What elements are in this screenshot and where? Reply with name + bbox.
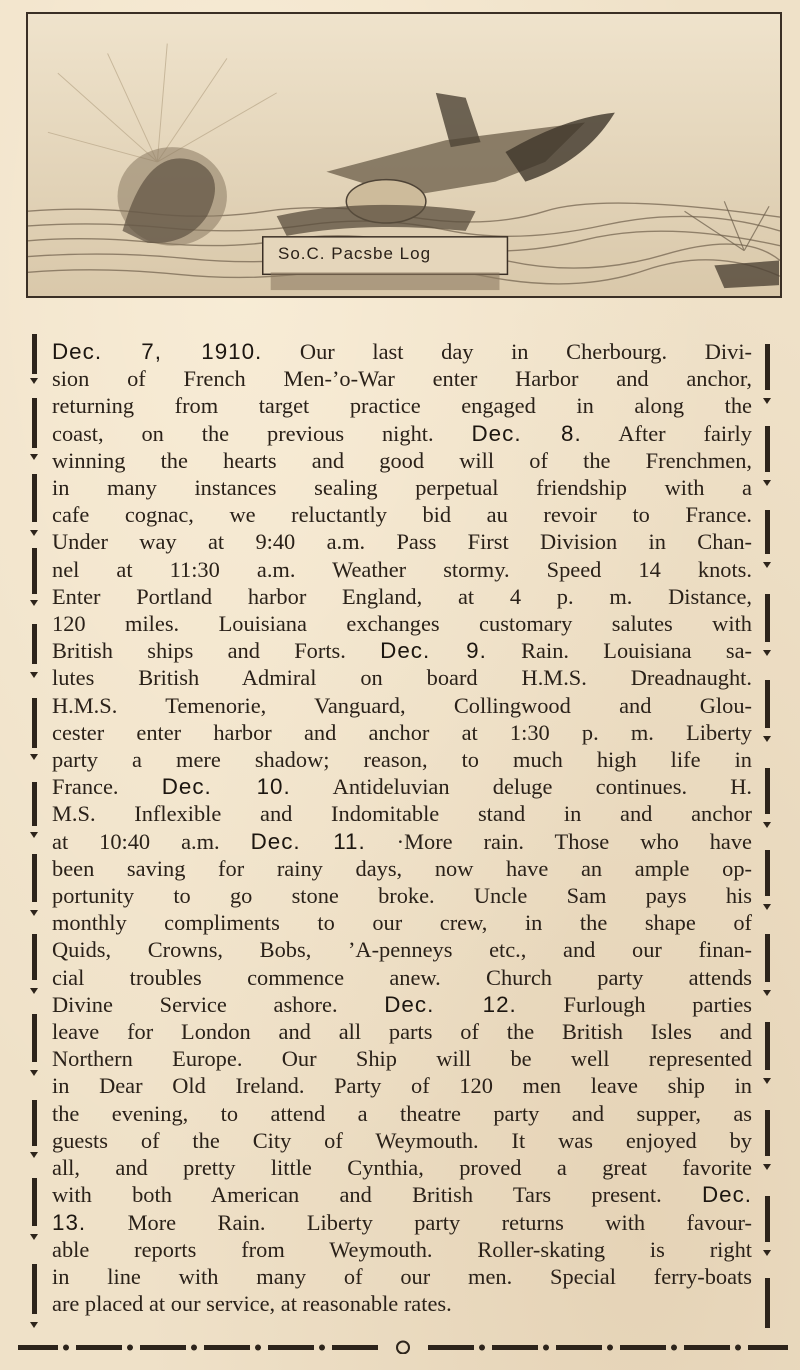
log-text-segment: Divine Service ashore. — [52, 991, 385, 1017]
log-line — [52, 746, 752, 773]
log-date: 13. — [52, 1209, 87, 1235]
log-line — [52, 909, 752, 936]
log-text-segment: France. — [52, 774, 162, 800]
log-text-segment: all, and pretty little Cynthia, proved a great favorite — [52, 1155, 752, 1181]
log-date: Dec. 9. — [380, 638, 487, 664]
log-text-segment: in many instances sealing perpetual friendship with a — [52, 475, 752, 501]
log-line — [52, 1018, 752, 1045]
log-entry-text — [52, 338, 752, 1317]
log-text-segment: sion of French Men-’o-War enter Harbor and anchor, — [52, 366, 752, 392]
log-line — [52, 964, 752, 991]
log-text-segment: Antideluvian deluge continues. H. — [290, 774, 752, 800]
log-line — [52, 556, 752, 583]
log-line — [52, 1072, 752, 1099]
log-text-segment: Under way at 9:40 a.m. Pass First Division in Chan- — [52, 529, 752, 555]
log-text-segment: ·More rain. Those who have — [365, 828, 752, 854]
log-line — [52, 637, 752, 664]
log-text-segment: Our last day in Cherbourg. Divi- — [262, 339, 753, 364]
log-text-segment: Quids, Crowns, Bobs, ’A-penneys etc., and our finan- — [52, 937, 752, 963]
log-text-segment: 120 miles. Louisiana exchanges customary salutes with — [52, 611, 752, 637]
log-date: Dec. 12. — [384, 991, 517, 1017]
log-date: Dec. — [701, 1182, 752, 1208]
log-text-segment: returning from target practice engaged in along the — [52, 393, 752, 419]
log-text-segment: cial troubles commence anew. Church party attends — [52, 964, 752, 990]
log-text-segment: guests of the City of Weymouth. It was enjoyed by — [52, 1127, 752, 1153]
log-text-segment: coast, on the previous night. — [52, 420, 472, 446]
log-text-segment: monthly compliments to our crew, in the shape of — [52, 910, 752, 936]
log-text-segment: are placed at our service, at reasonable rates. — [52, 1291, 452, 1317]
illustration-caption: So.C. Pacsbe Log — [278, 244, 432, 263]
log-line — [52, 501, 752, 528]
log-line — [52, 991, 752, 1018]
log-line — [52, 474, 752, 501]
log-text-segment: H.M.S. Temenorie, Vanguard, Collingwood and Glou- — [52, 692, 752, 718]
log-line — [52, 773, 752, 800]
log-text-segment: winning the hearts and good will of the Frenchmen, — [52, 447, 752, 473]
log-text-segment: been saving for rainy days, now have an ample op- — [52, 855, 752, 881]
log-line — [52, 664, 752, 691]
log-line — [52, 1263, 752, 1290]
log-line — [52, 338, 752, 365]
log-line — [52, 1209, 752, 1236]
log-text-segment: Northern Europe. Our Ship will be well represented — [52, 1046, 752, 1072]
log-line — [52, 855, 752, 882]
log-text-segment: Furlough parties — [516, 991, 752, 1017]
right-ornamental-border — [760, 334, 774, 1340]
log-line — [52, 365, 752, 392]
log-text-segment: cester enter harbor and anchor at 1:30 p. m. Liberty — [52, 719, 752, 745]
log-line — [52, 420, 752, 447]
log-line — [52, 1100, 752, 1127]
log-date: Dec. 10. — [161, 774, 291, 800]
log-line — [52, 528, 752, 555]
log-text-segment: M.S. Inflexible and Indomitable stand in and anchor — [52, 801, 752, 827]
log-text-segment: in Dear Old Ireland. Party of 120 men leave ship in — [52, 1073, 752, 1099]
log-line — [52, 1127, 752, 1154]
log-text-segment: cafe cognac, we reluctantly bid au revoir to France. — [52, 502, 752, 528]
log-text-segment: able reports from Weymouth. Roller-skating is right — [52, 1236, 752, 1262]
log-line — [52, 692, 752, 719]
log-text-segment: After fairly — [581, 420, 752, 446]
log-line — [52, 447, 752, 474]
log-line — [52, 1236, 752, 1263]
log-text-segment: leave for London and all parts of the British Isles and — [52, 1019, 752, 1045]
log-line — [52, 610, 752, 637]
log-text-segment: portunity to go stone broke. Uncle Sam pays his — [52, 883, 752, 909]
log-text-segment: Enter Portland harbor England, at 4 p. m. Distance, — [52, 583, 752, 609]
log-line — [52, 800, 752, 827]
log-line — [52, 1290, 752, 1317]
log-date: Dec. 7, 1910. — [52, 339, 263, 364]
log-text-segment: the evening, to attend a theatre party and supper, as — [52, 1100, 752, 1126]
log-line — [52, 882, 752, 909]
log-date: Dec. 11. — [250, 828, 366, 854]
log-line — [52, 1045, 752, 1072]
log-line — [52, 719, 752, 746]
left-ornamental-border — [27, 334, 41, 1340]
log-text-segment: British ships and Forts. — [52, 638, 381, 664]
log-text-segment: More Rain. Liberty party returns with favour- — [86, 1209, 752, 1235]
log-text-segment: with both American and British Tars present. — [52, 1182, 702, 1208]
log-date: Dec. 8. — [471, 420, 582, 446]
log-line — [52, 1181, 752, 1208]
log-text-segment: lutes British Admiral on board H.M.S. Dreadnaught. — [52, 665, 752, 691]
log-line — [52, 936, 752, 963]
log-line — [52, 828, 752, 855]
log-text-segment: party a mere shadow; reason, to much high life in — [52, 747, 752, 773]
log-line — [52, 1154, 752, 1181]
log-text-segment: at 10:40 a.m. — [52, 828, 251, 854]
log-line — [52, 392, 752, 419]
log-line — [52, 583, 752, 610]
log-text-segment: nel at 11:30 a.m. Weather stormy. Speed 14 knots. — [52, 556, 752, 582]
bottom-ornamental-border — [18, 1340, 788, 1354]
log-text-segment: in line with many of our men. Special ferry-boats — [52, 1263, 752, 1289]
log-text-segment: Rain. Louisiana sa- — [486, 638, 752, 664]
